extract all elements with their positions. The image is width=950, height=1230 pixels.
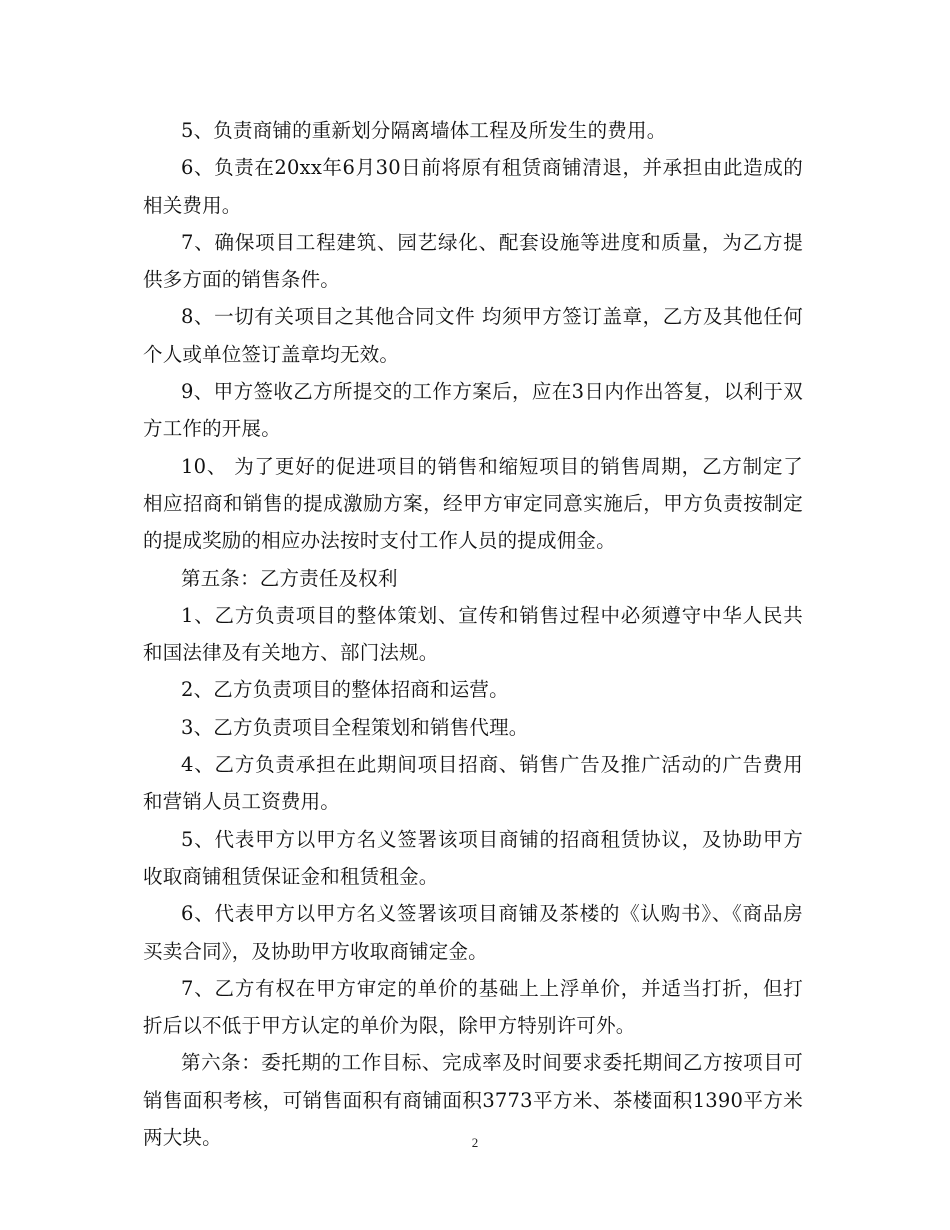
paragraph-clause-9: 9、甲方签收乙方所提交的工作方案后，应在3日内作出答复，以利于双方工作的开展。 xyxy=(143,380,803,441)
paragraph-clause-10: 10、 为了更好的促进项目的销售和缩短项目的销售周期，乙方制定了相应招商和销售的提成激励方案，经甲方审定同意实施后，甲方负责按制定的提成奖励的相应办法按时支付工作人员的提成佣金。 xyxy=(143,454,803,553)
paragraph-clause-7: 7、确保项目工程建筑、园艺绿化、配套设施等进度和质量，为乙方提供多方面的销售条件。 xyxy=(143,230,803,292)
paragraph-party-b-3: 3、乙方负责项目全程策划和销售代理。 xyxy=(181,715,529,739)
paragraph-party-b-1: 1、乙方负责项目的整体策划、宣传和销售过程中必须遵守中华人民共和国法律及有关地方、部门法规。 xyxy=(143,603,803,665)
section-heading-article-6: 第六条：委托期的工作目标、完成率及时间要求委托期间乙方按项目可销售面积考核，可销售面积有商铺面积3773平方米、茶楼面积1390平方米两大块。 xyxy=(143,1051,803,1150)
page-number: 2 xyxy=(471,1135,479,1150)
document-body xyxy=(143,112,803,1156)
paragraph-clause-8: 8、一切有关项目之其他合同文件 均须甲方签订盖章，乙方及其他任何个人或单位签订盖章均无效。 xyxy=(143,305,803,366)
paragraph-party-b-6: 6、代表甲方以甲方名义签署该项目商铺及茶楼的《认购书》、《商品房买卖合同》，及协助甲方收取商铺定金。 xyxy=(143,902,803,963)
paragraph-party-b-4: 4、乙方负责承担在此期间项目招商、销售广告及推广活动的广告费用和营销人员工资费用。 xyxy=(143,753,803,814)
paragraph-party-b-2: 2、乙方负责项目的整体招商和运营。 xyxy=(181,678,509,702)
section-heading-article-5: 第五条：乙方责任及权利 xyxy=(181,566,398,590)
paragraph-clause-5: 5、负责商铺的重新划分隔离墙体工程及所发生的费用。 xyxy=(181,119,667,142)
paragraph-clause-6: 6、负责在20xx年6月30日前将原有租赁商铺清退，并承担由此造成的相关费用。 xyxy=(143,156,803,217)
paragraph-party-b-7: 7、乙方有权在甲方审定的单价的基础上上浮单价，并适当打折，但打折后以不低于甲方认定的单价为限，除甲方特别许可外。 xyxy=(143,976,803,1038)
paragraph-party-b-5: 5、代表甲方以甲方名义签署该项目商铺的招商租赁协议，及协助甲方收取商铺租赁保证金和租赁租金。 xyxy=(143,827,803,888)
